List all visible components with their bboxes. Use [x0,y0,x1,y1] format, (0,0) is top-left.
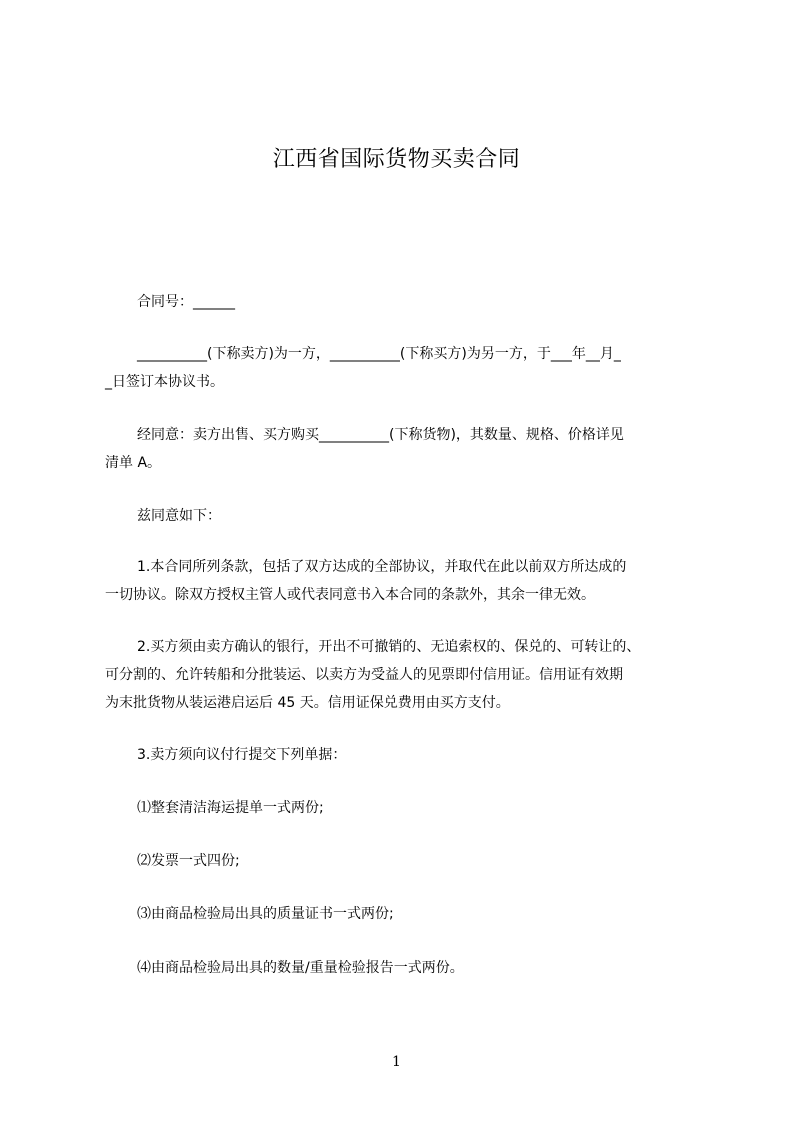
clause-2-line-3: 为末批货物从装运港启运后 45 天。信用证保兑费用由买方支付。 [105,695,510,711]
parties-line-1: __________(下称卖方)为一方，__________(下称买方)为另一方，于___年__月_ [137,346,621,362]
contract-number: 合同号：______ [137,294,235,310]
clause-1 [105,553,705,609]
clause-3-heading: 3.卖方须向议付行提交下列单据： [137,747,347,763]
page-number: 1 [392,1054,401,1070]
parties-line-2: _日签订本协议书。 [105,374,224,390]
agreement-line-1: 经同意：卖方出售、买方购买__________(下称货物)，其数量、规格、价格详见 [137,427,624,443]
clause-1-line-1: 1.本合同所列条款，包括了双方达成的全部协议，并取代在此以前双方所达成的 [137,559,627,575]
clause-3-item: ⑷由商品检验局出具的数量/重量检验报告一式两份。 [137,960,464,976]
document-title: 江西省国际货物买卖合同 [272,147,521,172]
clause-3-item: ⑶由商品检验局出具的质量证书一式两份; [137,906,394,922]
clause-3-item: ⑴整套清洁海运提单一式两份; [137,800,324,816]
agreement-line-2: 清单 A。 [105,455,162,471]
clause-2 [105,633,705,717]
clause-3-item: ⑵发票一式四份; [137,853,240,869]
clause-1-line-2: 一切协议。除双方授权主管人或代表同意书入本合同的条款外，其余一律无效。 [105,587,595,603]
agreement-paragraph [105,421,705,477]
intro-paragraph: 兹同意如下： [137,508,221,524]
parties-paragraph [105,340,705,396]
clause-2-line-1: 2.买方须由卖方确认的银行，开出不可撤销的、无追索权的、保兑的、可转让的、 [137,639,641,655]
clause-2-line-2: 可分割的、允许转船和分批装运、以卖方为受益人的见票即付信用证。信用证有效期 [105,667,623,683]
